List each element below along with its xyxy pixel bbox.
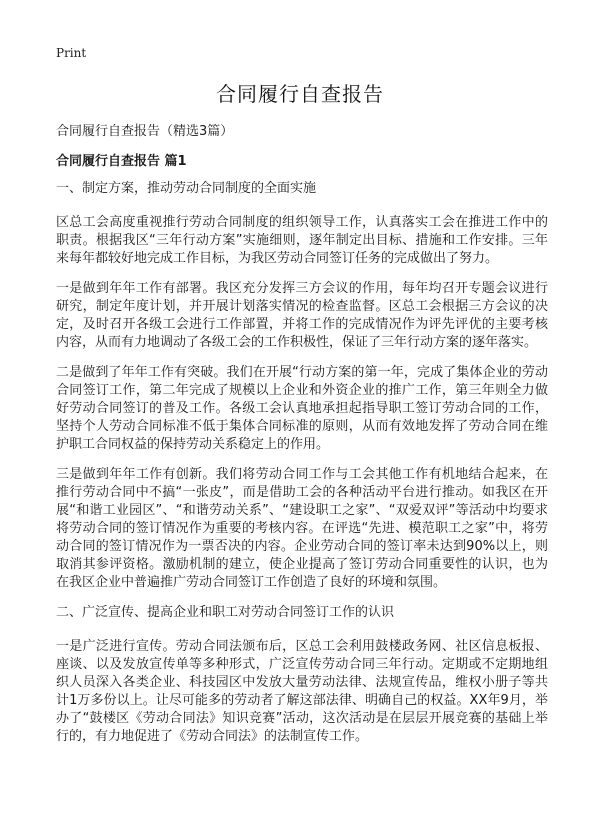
body-paragraph: 区总工会高度重视推行劳动合同制度的组织领导工作，认真落实工会在推进工作中的职责。根据我区“三年行动方案”实施细则，逐年制定出目标、措施和工作安排。三年来每年都较好地完成工作目标，为我区劳动合同签订任务的完成做出了努力。: [56, 215, 548, 266]
body-paragraph: 二是做到了年年工作有突破。我们在开展“行动方案的第一年，完成了集体企业的劳动合同签订工作，第二年完成了规模以上企业和外资企业的推广工作，第三年则全力做好劳动合同签订的普及工作。各级工会认真地承担起指导职工签订劳动合同的工作，坚持个人劳动合同标准不低于集体合同标准的原则，从而有效地发挥了劳动合同在维护职工合同权益的保持劳动关系稳定上的作用。: [56, 365, 548, 452]
section-heading-2: 二、广泛宣传、提高企业和职工对劳动合同签订工作的认识: [56, 605, 395, 620]
section-title: 合同履行自查报告 篇1: [56, 154, 187, 169]
page-title: 合同履行自查报告: [216, 82, 384, 106]
body-paragraph: 一是做到年年工作有部署。我区充分发挥三方会议的作用，每年均召开专题会议进行研究，制定年度计划，并开展计划落实情况的检查监督。区总工会根据三方会议的决定，及时召开各级工会进行工作部置，并将工作的完成情况作为评先评优的主要考核内容，从而有力地调动了各级工会的工作积极性，保证了三年行动方案的逐年落实。: [56, 281, 548, 350]
print-link[interactable]: Print: [56, 46, 87, 60]
document-subtitle: 合同履行自查报告（精选3篇）: [56, 124, 234, 139]
document-body: [56, 180, 548, 758]
body-paragraph: 三是做到年年工作有创新。我们将劳动合同工作与工会其他工作有机地结合起来，在推行劳动合同中不搞“一张皮”，而是借助工会的各种活动平台进行推动。如我区在开展“和谐工业园区”、“和谐劳动关系”、“建设职工之家”、“双爱双评”等活动中均要求将劳动合同的签订情况作为重要的考核内容。在评选“先进、模范职工之家”中，将劳动合同的签订情况作为一票否决的内容。企业劳动合同的签订率未达到90%以上，则取消其参评资格。激励机制的建立，使企业提高了签订劳动合同重要性的认识，也为在我区企业中普遍推广劳动合同签订工作创造了良好的环境和氛围。: [56, 467, 548, 590]
body-paragraph: 一是广泛进行宣传。劳动合同法颁布后，区总工会利用鼓楼政务网、社区信息板报、座谈、以及发放宣传单等多种形式，广泛宣传劳动合同三年行动。定期或不定期地组织人员深入各类企业、科技园区中发放大量劳动法律、法规宣传品，维权小册子等共计1万多份以上。让尽可能多的劳动者了解这部法律、明确自己的权益。XX年9月，举办了“鼓楼区《劳动合同法》知识竞赛”活动，这次活动是在层层开展竞赛的基础上举行的，有力地促进了《劳动合同法》的法制宣传工作。: [56, 639, 548, 744]
section-heading-1: 一、制定方案，推动劳动合同制度的全面实施: [56, 181, 317, 196]
